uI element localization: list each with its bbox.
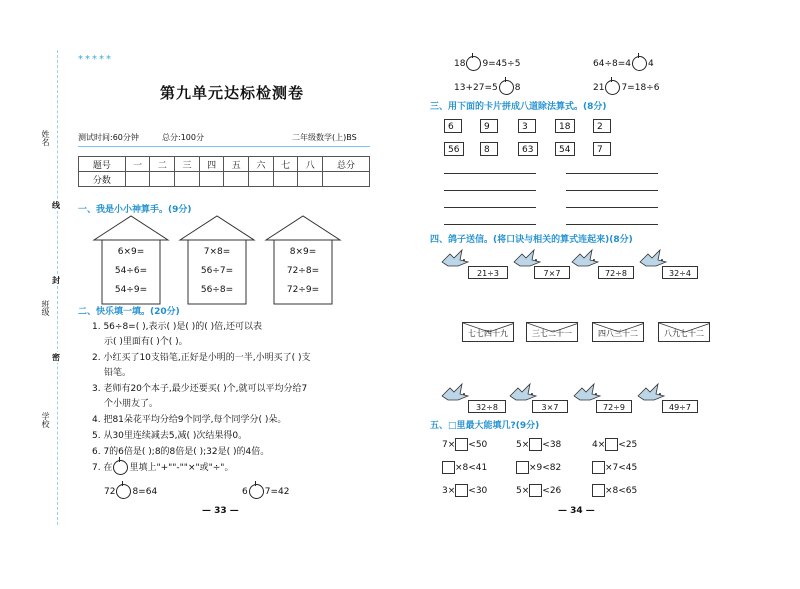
section-4-title: 四、鸽子送信。(将口诀与相关的算式连起来)(8分) (430, 235, 633, 245)
number-card: 8 (480, 142, 498, 156)
house-eq: 54÷6= (114, 266, 148, 276)
envelope[interactable]: 7×7 (534, 266, 570, 279)
ineq-pre: 5× (516, 440, 530, 450)
ineq-post: ×9<82 (529, 463, 562, 473)
house-eq: 72÷9= (286, 285, 320, 295)
answer-line[interactable] (566, 190, 658, 191)
side-mark-line: 线 (52, 201, 60, 210)
binding-line (57, 50, 58, 525)
score-head: 二 (150, 157, 175, 172)
ineq-post: ×8<41 (455, 463, 488, 473)
q7-eq1-right: 8=64 (132, 487, 158, 497)
question-7-pre: 7. 在 (92, 463, 113, 473)
answer-box[interactable] (592, 484, 605, 497)
top-eq-2 (593, 56, 654, 71)
score-cell[interactable] (224, 172, 249, 187)
score-head: 五 (224, 157, 249, 172)
ineq-post: <25 (618, 440, 638, 450)
answer-box[interactable] (529, 438, 542, 451)
section-3-title: 三、用下面的卡片拼成八道除法算式。(8分) (430, 102, 607, 112)
stars: ***** (78, 54, 113, 65)
meta-rule (78, 146, 370, 147)
inequality (442, 484, 487, 497)
q7-eq1-left: 72 (104, 487, 116, 497)
ineq-post: <26 (542, 486, 562, 496)
house-eq: 56÷8= (200, 285, 234, 295)
page-title: 第九单元达标检测卷 (160, 84, 305, 102)
envelope-flap-icon (659, 323, 710, 333)
ineq-post: ×7<45 (605, 463, 638, 473)
q7-equation-1 (104, 484, 157, 499)
side-mark-seal: 封 (52, 276, 60, 285)
eq-right: 9=45÷5 (482, 59, 521, 69)
inequality (592, 461, 637, 474)
eq-right: 8 (514, 83, 521, 93)
question-2-line-2: 铅笔。 (104, 368, 132, 378)
number-card: 18 (555, 119, 575, 133)
inequality (592, 484, 637, 497)
rhyme-text: 七七四十九 (468, 329, 508, 338)
page-number: — 33 — (202, 506, 239, 516)
question-7 (92, 460, 233, 475)
answer-line[interactable] (566, 224, 658, 225)
top-eq-3 (454, 80, 520, 95)
number-card: 3 (518, 119, 536, 133)
house-eq: 8×9= (289, 247, 317, 257)
answer-box[interactable] (516, 461, 529, 474)
rhyme-text: 四八三十二 (598, 329, 638, 338)
rhyme-box[interactable] (526, 322, 578, 342)
apple-blank-icon[interactable] (116, 484, 131, 499)
answer-box[interactable] (605, 438, 618, 451)
answer-line[interactable] (444, 207, 536, 208)
house-eq: 72÷8= (286, 266, 320, 276)
rhyme-text: 八九七十二 (664, 329, 704, 338)
q7-eq2-left: 6 (242, 487, 248, 497)
ineq-pre: 4× (592, 440, 606, 450)
apple-blank-icon[interactable] (632, 56, 647, 71)
pigeon-icon (440, 382, 470, 404)
answer-box[interactable] (529, 484, 542, 497)
answer-line[interactable] (444, 173, 536, 174)
page-number: — 34 — (558, 506, 595, 516)
ineq-pre: 3× (442, 486, 456, 496)
score-row-label: 分数 (79, 172, 126, 187)
house-eq: 54÷9= (114, 285, 148, 295)
side-mark-secret: 密 (52, 353, 60, 362)
score-cell[interactable] (175, 172, 200, 187)
question-5: 5. 从30里连续减去5,减( )次结果得0。 (92, 431, 248, 441)
eq-right: 7=18÷6 (621, 83, 660, 93)
ineq-post: ×8<65 (605, 486, 638, 496)
rhyme-text: 三七二十一 (532, 329, 572, 338)
inequality (516, 438, 561, 451)
score-cell[interactable] (323, 172, 370, 187)
side-label-name: 姓名 (41, 130, 50, 146)
number-card: 2 (593, 119, 611, 133)
score-head: 一 (125, 157, 150, 172)
eq-left: 18 (454, 59, 466, 69)
top-eq-1 (454, 56, 520, 71)
eq-right: 4 (648, 59, 654, 69)
answer-line[interactable] (566, 173, 658, 174)
number-card: 63 (518, 142, 538, 156)
envelope-flap-icon (593, 323, 644, 333)
number-card: 6 (444, 119, 462, 133)
number-card: 7 (593, 142, 611, 156)
question-7-post: 里填上"+""-""×"或"÷"。 (129, 463, 234, 473)
question-1-line-2: 示( )里面有( )个( )。 (104, 337, 188, 347)
score-head: 三 (175, 157, 200, 172)
inequality (442, 438, 487, 451)
score-head: 七 (273, 157, 298, 172)
score-head: 题号 (79, 157, 126, 172)
side-label-class: 班级 (41, 300, 50, 316)
score-cell[interactable] (249, 172, 274, 187)
ineq-pre: 5× (516, 486, 530, 496)
eq-left: 64÷8=4 (593, 59, 631, 69)
score-cell[interactable] (298, 172, 323, 187)
eq-left: 21 (593, 83, 605, 93)
apple-blank-icon[interactable] (605, 80, 620, 95)
meta-score: 总分:100分 (162, 133, 204, 142)
question-2-line-1: 2. 小红买了10支铅笔,正好是小明的一半,小明买了( )支 (92, 353, 311, 363)
number-card: 56 (444, 142, 464, 156)
envelope[interactable]: 32÷8 (468, 400, 506, 413)
question-4: 4. 把81朵花平均分给9个同学,每个同学分( )朵。 (92, 415, 287, 425)
score-cell[interactable] (150, 172, 175, 187)
inequality (516, 484, 561, 497)
question-3-line-2: 个小朋友了。 (104, 399, 159, 409)
answer-box[interactable] (455, 484, 468, 497)
side-label-school: 学校 (41, 412, 50, 428)
top-eq-4 (593, 80, 659, 95)
question-1-line-1: 1. 56÷8=( ),表示( )是( )的( )倍,还可以表 (92, 322, 262, 332)
right-page (400, 0, 800, 589)
house-eq: 7×8= (203, 247, 231, 257)
envelope[interactable]: 72÷9 (596, 400, 632, 413)
question-6: 6. 7的6倍是( );8的8倍是( );32是( )的4倍。 (92, 447, 270, 457)
envelope[interactable]: 32÷4 (662, 266, 698, 279)
ineq-post: <50 (468, 440, 488, 450)
q7-eq2-right: 7=42 (264, 487, 290, 497)
number-card: 9 (480, 119, 498, 133)
section-2-title: 二、快乐填一填。(20分) (78, 307, 180, 317)
answer-box[interactable] (592, 461, 605, 474)
answer-line[interactable] (444, 224, 536, 225)
house-3 (264, 214, 342, 306)
house-eq: 56÷7= (200, 266, 234, 276)
envelope[interactable]: 3×7 (532, 400, 568, 413)
envelope[interactable]: 21÷3 (468, 266, 508, 279)
envelope[interactable]: 49÷7 (662, 400, 698, 413)
score-cell[interactable] (199, 172, 224, 187)
answer-line[interactable] (444, 190, 536, 191)
score-cell[interactable] (273, 172, 298, 187)
answer-line[interactable] (566, 207, 658, 208)
rhyme-box[interactable] (462, 322, 514, 342)
apple-blank-icon[interactable] (466, 56, 481, 71)
answer-box[interactable] (442, 461, 455, 474)
apple-blank-icon[interactable] (249, 484, 264, 499)
eq-left: 13+27=5 (454, 83, 498, 93)
inequality (442, 461, 487, 474)
house-1 (92, 214, 170, 306)
answer-box[interactable] (455, 438, 468, 451)
envelope[interactable]: 72÷8 (598, 266, 634, 279)
section-5-title: 五、□里最大能填几?(9分) (430, 421, 540, 431)
meta-grade: 二年级数学(上)BS (292, 133, 357, 142)
inequality (516, 461, 561, 474)
apple-blank-icon[interactable] (499, 80, 514, 95)
inequality (592, 438, 637, 451)
question-3-line-1: 3. 老师有20个本子,最少还要买( )个,就可以平均分给7 (92, 384, 308, 394)
envelope-flap-icon (527, 323, 578, 333)
rhyme-box[interactable] (592, 322, 644, 342)
score-head: 四 (199, 157, 224, 172)
house-eq: 6×9= (117, 247, 145, 257)
score-head: 六 (249, 157, 274, 172)
pigeon-icon (440, 248, 470, 270)
envelope-flap-icon (463, 323, 514, 333)
score-table (78, 156, 370, 187)
score-cell[interactable] (125, 172, 150, 187)
q7-equation-2 (242, 484, 289, 499)
meta-time: 测试时间:60分钟 (78, 133, 139, 142)
apple-icon (113, 460, 128, 475)
section-1-title: 一、我是小小神算手。(9分) (78, 205, 192, 215)
score-head: 总分 (323, 157, 370, 172)
number-card: 54 (555, 142, 575, 156)
ineq-post: <38 (542, 440, 562, 450)
house-2 (178, 214, 256, 306)
ineq-pre: 7× (442, 440, 456, 450)
score-head: 八 (298, 157, 323, 172)
ineq-post: <30 (468, 486, 488, 496)
rhyme-box[interactable] (658, 322, 710, 342)
pigeon-icon (570, 248, 600, 270)
